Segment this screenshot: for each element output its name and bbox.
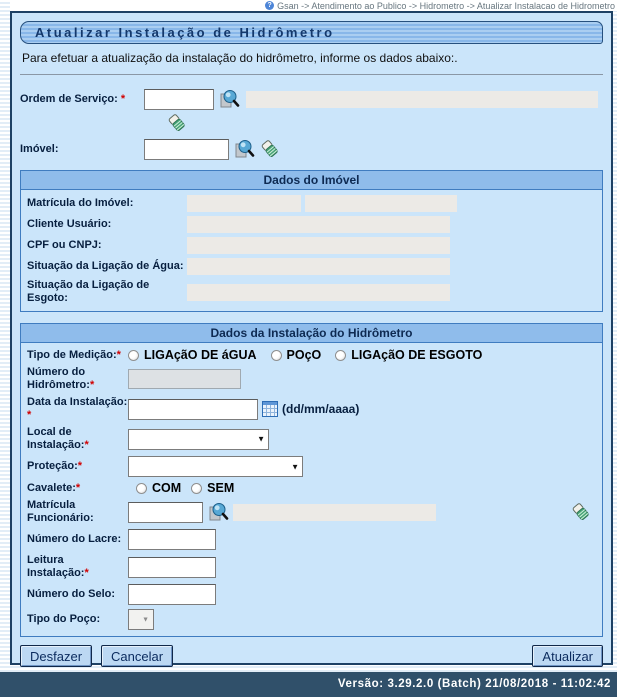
protecao-label: Proteção:: [27, 460, 78, 472]
cpf-cnpj-display: [187, 237, 450, 254]
radio-label: SEM: [207, 481, 235, 495]
chevron-down-icon: ▼: [142, 616, 149, 623]
leitura-instalacao-input[interactable]: [128, 557, 216, 578]
ordem-servico-erase-row: [20, 112, 603, 136]
tipo-medicao-row: [27, 346, 596, 364]
search-icon[interactable]: [218, 88, 240, 110]
matricula-imovel-label: Matrícula do Imóvel:: [27, 197, 134, 209]
numero-lacre-label: Número do Lacre:: [27, 533, 122, 545]
section-title: Dados da Instalação do Hidrômetro: [21, 324, 602, 343]
numero-selo-row: [27, 582, 596, 607]
imovel-label: Imóvel:: [20, 142, 59, 155]
numero-selo-input[interactable]: [128, 584, 216, 605]
radio-label: POçO: [286, 348, 322, 362]
protecao-row: [27, 454, 596, 479]
required-asterisk: *: [84, 567, 89, 579]
cliente-usuario-label: Cliente Usuário:: [27, 218, 112, 230]
required-asterisk: *: [84, 439, 89, 451]
data-instalacao-row: [27, 394, 596, 424]
cpf-cnpj-row: [27, 235, 596, 256]
chevron-down-icon: ▼: [257, 434, 265, 444]
required-asterisk: *: [89, 379, 95, 391]
situacao-esgoto-display: [187, 284, 450, 301]
calendar-icon[interactable]: [262, 401, 278, 417]
radio-label: LIGAçãO DE áGUA: [144, 348, 257, 362]
search-icon[interactable]: [207, 501, 229, 523]
leitura-instalacao-label: Leitura Instalação:: [27, 554, 85, 579]
tipo-poco-select[interactable]: [128, 609, 154, 630]
situacao-agua-display: [187, 258, 450, 275]
breadcrumb-text: Gsan -> Atendimento ao Publico -> Hidrometro -> Atualizar Instalacao de Hidrometro: [277, 0, 615, 11]
radio-label: LIGAçãO DE ESGOTO: [351, 348, 483, 362]
page-description: Para efetuar a atualização da instalação do hidrômetro, informe os dados abaixo:.: [22, 51, 458, 65]
section-dados-imovel: [20, 170, 603, 312]
radio-cavalete-sem[interactable]: [191, 483, 202, 494]
ordem-servico-input[interactable]: [144, 89, 214, 110]
numero-hidrometro-label: Número do Hidrômetro:: [27, 366, 90, 391]
numero-hidrometro-display: [128, 369, 241, 389]
date-format-hint: (dd/mm/aaaa): [282, 401, 360, 416]
cpf-cnpj-label: CPF ou CNPJ:: [27, 239, 102, 251]
cancelar-button[interactable]: Cancelar: [101, 645, 173, 667]
cliente-usuario-display: [187, 216, 450, 233]
matricula-funcionario-display: [233, 504, 436, 521]
version-footer: [0, 672, 617, 697]
cavalete-row: [27, 479, 596, 497]
local-instalacao-row: [27, 424, 596, 454]
imovel-row: [20, 136, 603, 162]
numero-hidrometro-row: [27, 364, 596, 394]
numero-selo-label: Número do Selo:: [27, 588, 116, 600]
matricula-funcionario-row: [27, 497, 596, 527]
situacao-agua-row: [27, 256, 596, 277]
search-icon[interactable]: [233, 138, 255, 160]
radio-label: COM: [152, 481, 182, 495]
cavalete-label: Cavalete:: [27, 481, 76, 494]
main-panel: [10, 11, 613, 665]
situacao-esgoto-row: [27, 277, 596, 307]
matricula-funcionario-input[interactable]: [128, 502, 203, 523]
matricula-imovel-row: [27, 193, 596, 214]
radio-poco[interactable]: [271, 350, 282, 361]
chevron-down-icon: ▼: [291, 462, 299, 471]
required-asterisk: *: [120, 92, 126, 105]
eraser-icon[interactable]: [570, 501, 592, 523]
ordem-servico-row: [20, 86, 603, 112]
numero-lacre-input[interactable]: [128, 529, 216, 550]
radio-cavalete-com[interactable]: [136, 483, 147, 494]
radio-ligacao-esgoto[interactable]: [335, 350, 346, 361]
required-asterisk: *: [27, 409, 32, 421]
leitura-instalacao-row: [27, 552, 596, 582]
protecao-select[interactable]: [128, 456, 303, 477]
imovel-input[interactable]: [144, 139, 229, 160]
matricula-funcionario-label: Matrícula Funcionário:: [27, 499, 94, 524]
required-asterisk: *: [75, 481, 81, 494]
section-instalacao: [20, 323, 603, 637]
situacao-agua-label: Situação da Ligação de Água:: [27, 260, 184, 272]
ordem-servico-label: Ordem de Serviço:: [20, 92, 118, 105]
numero-lacre-row: [27, 527, 596, 552]
divider: [20, 74, 603, 75]
situacao-esgoto-label: Situação da Ligação de Esgoto:: [27, 279, 150, 304]
action-buttons: [20, 645, 603, 667]
matricula-imovel-display-2: [305, 195, 457, 212]
required-asterisk: *: [77, 460, 83, 472]
radio-ligacao-agua[interactable]: [128, 350, 139, 361]
ordem-servico-display: [246, 91, 598, 108]
tipo-medicao-options: [128, 348, 482, 362]
tipo-medicao-label: Tipo de Medição:: [27, 348, 117, 361]
local-instalacao-label: Local de Instalação:: [27, 426, 85, 451]
data-instalacao-label: Data da Instalação:: [27, 396, 128, 408]
required-asterisk: *: [116, 348, 121, 361]
page-title: Atualizar Instalação de Hidrômetro: [20, 21, 603, 44]
atualizar-button[interactable]: Atualizar: [532, 645, 603, 667]
tipo-poco-row: [27, 607, 596, 632]
matricula-imovel-display-1: [187, 195, 301, 212]
cavalete-options: [136, 481, 234, 495]
tipo-poco-label: Tipo do Poço:: [27, 613, 101, 625]
cliente-usuario-row: [27, 214, 596, 235]
breadcrumb: [10, 0, 617, 11]
section-title: Dados do Imóvel: [21, 171, 602, 190]
eraser-icon[interactable]: [166, 112, 188, 134]
local-instalacao-select[interactable]: [128, 429, 269, 450]
version-text: Versão: 3.29.2.0 (Batch) 21/08/2018 - 11:02:42: [337, 678, 611, 690]
help-icon[interactable]: ?: [265, 1, 274, 10]
eraser-icon[interactable]: [259, 138, 281, 160]
data-instalacao-input[interactable]: [128, 399, 258, 420]
desfazer-button[interactable]: Desfazer: [20, 645, 92, 667]
